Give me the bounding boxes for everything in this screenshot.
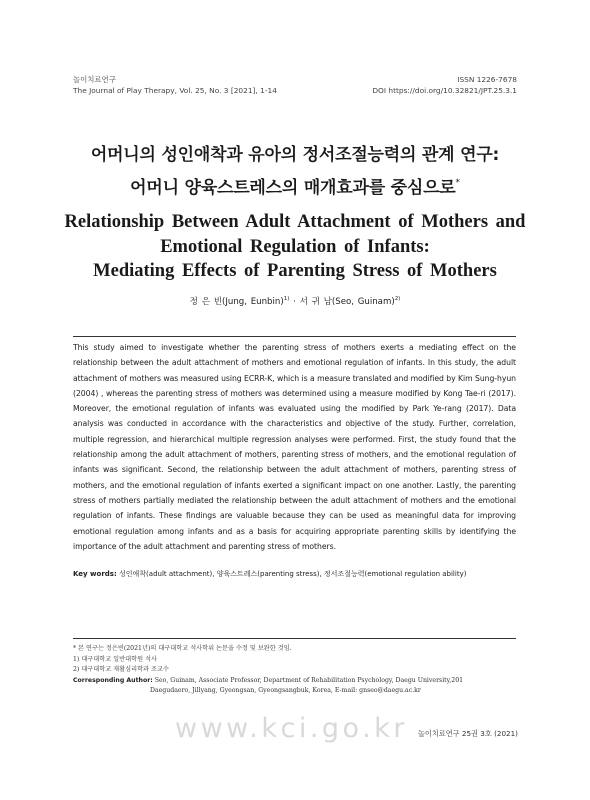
- corresponding-author-line2: Daegudaero, Jillyang, Gyeongsan, Gyeongsangbuk, Korea, E-mail: gnseo@daegu.ac.kr: [150, 687, 421, 694]
- author-1: 정 은 빈(Jung, Eunbin): [189, 297, 284, 307]
- title-footnote-marker[interactable]: *: [455, 178, 460, 188]
- author-1-affiliation: 1): [283, 296, 290, 302]
- title-ko-line2-text: 어머니 양육스트레스의 매개효과를 중심으로: [130, 178, 456, 198]
- keywords-list: 성인애착(adult attachment), 양육스트레스(parenting stress), 정서조절능력(emotional regulation ability): [119, 570, 467, 578]
- footnotes: [73, 644, 523, 697]
- abstract-top-rule: [73, 336, 516, 337]
- title-en-line3: Mediating Effects of Parenting Stress of Mothers: [93, 261, 497, 281]
- footnote-1: 1) 대구대학교 일반대학원 석사: [73, 655, 157, 663]
- issn: ISSN 1226-7678: [457, 75, 517, 84]
- corresponding-author-label: Corresponding Author:: [73, 676, 153, 684]
- corresponding-author: [73, 676, 523, 697]
- author-line: [0, 295, 590, 307]
- title-en-line1: Relationship Between Adult Attachment of Mothers and: [64, 212, 526, 232]
- keywords-label: Key words:: [73, 570, 117, 578]
- corresponding-author-line1: Seo, Guinam, Associate Professor, Department of Rehabilitation Psychology, Daegu University,201: [154, 676, 464, 684]
- footnote-2: 2) 대구대학교 재활심리학과 조교수: [73, 666, 169, 673]
- keywords: [73, 569, 516, 579]
- abstract-text: This study aimed to investigate whether the parenting stress of mothers exerts a mediating effect on the relationship between the adult attachment of mothers and emotional regulation of infants. In this study, the adult attachment of mothers was measured using ECRR-K, which is a measure translated and modified by Kim Sung-hyun (2004) , whereas the parenting stress of mothers was determined using a measure modified by Kong Tae-ri (2017). Moreover, the emotional regulation of infants was evaluated using the modified by Park Ye-rang (2017). Data analysis was conducted in accordance with the characteristics and objective of the study. Further, correlation, multiple regression, and hierarchical multiple regression analyses were performed. First, the study found that the relationship among the adult attachment of mothers, parenting stress of mothers, and the emotional regulation of infants was significant. Second, the relationship between the adult attachment of mothers, parenting stress of mothers, and the emotional regulation of infants exerted a significant impact on one another. Lastly, the parenting stress of mothers partially mediated the relationship between the adult attachment of mothers and the emotional regulation of infants. These findings are valuable because they can be used as meaningful data for improving emotional regulation among infants and as a basis for acquiring appropriate parenting skills by identifying the importance of the adult attachment and parenting stress of mothers.: [73, 343, 516, 551]
- journal-citation: The Journal of Play Therapy, Vol. 25, No. 3 [2021], 1-14: [73, 86, 277, 95]
- author-2: 서 귀 남(Seo, Guinam): [299, 297, 395, 307]
- title-ko-line1: 어머니의 성인애착과 유아의 정서조절능력의 관계 연구:: [90, 145, 500, 165]
- author-separator: ·: [293, 297, 296, 307]
- journal-name-ko: 놀이치료연구: [73, 75, 116, 84]
- watermark: www.kci.go.kr: [175, 713, 408, 744]
- author-2-affiliation: 2): [394, 296, 401, 302]
- footnote-rule: [73, 638, 516, 639]
- footer-journal-issue: 놀이치료연구 25권 3호 (2021): [417, 729, 518, 738]
- footnote-star: * 본 연구는 정은빈(2021년)의 대구대학교 석사학위 논문을 수정 및 보완한 것임.: [73, 645, 292, 652]
- title-ko-line2: [0, 170, 590, 201]
- doi-link[interactable]: DOI https://doi.org/10.32821/JPT.25.3.1: [372, 86, 517, 95]
- title-en-line2: Emotional Regulation of Infants:: [160, 237, 430, 257]
